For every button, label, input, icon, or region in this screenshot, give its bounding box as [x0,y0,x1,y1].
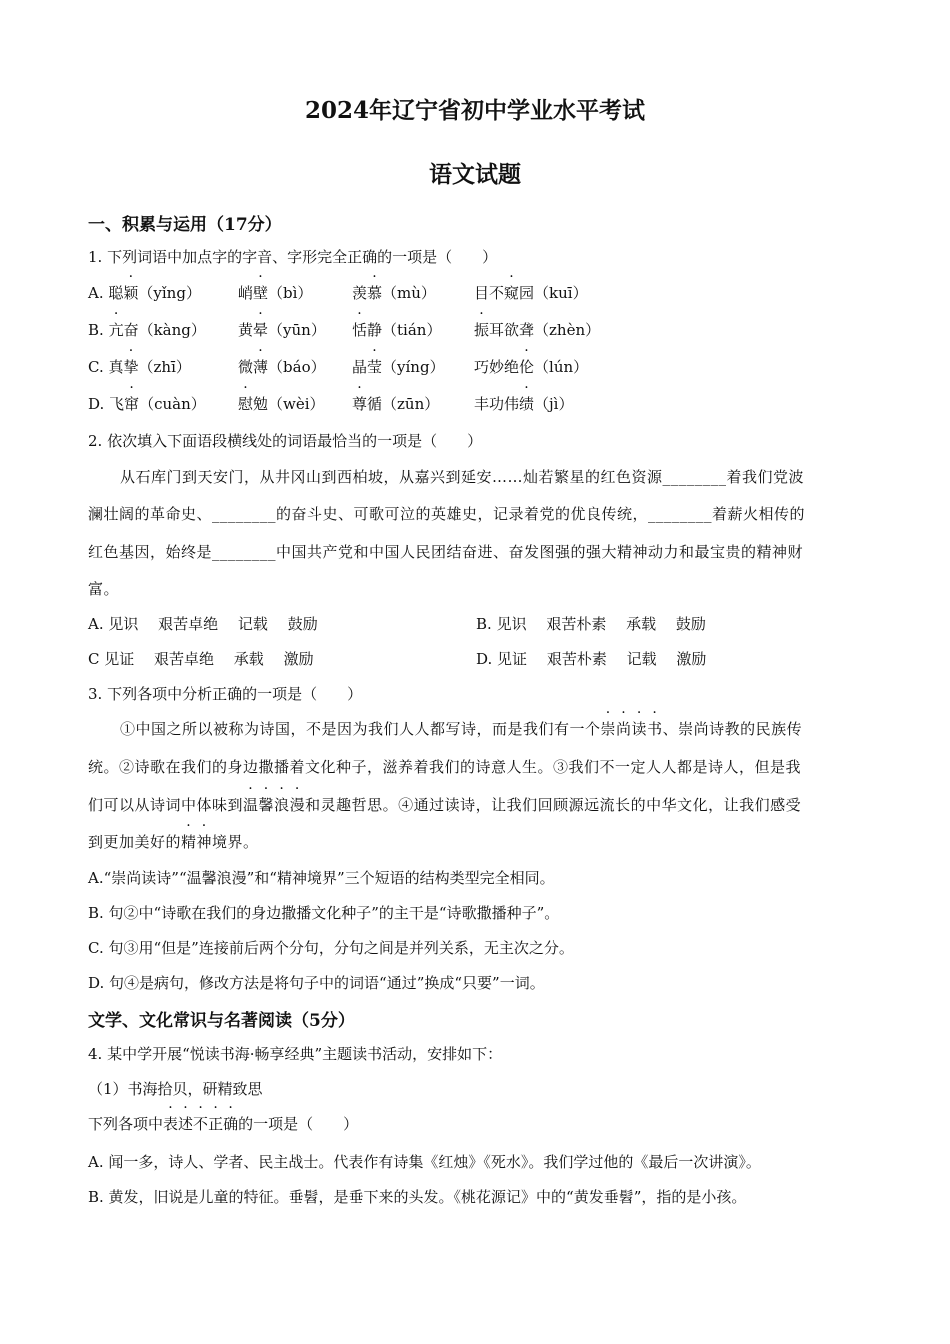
q2-option-b [476,613,706,634]
dotted-char: 莹 [367,358,383,376]
dotted-char: 温 [243,796,259,814]
q3-option: A.“崇尚读诗”“温馨浪漫”和“精神境界”三个短语的结构类型完全相同。 [88,869,555,887]
dotted-char: 表 [163,1115,179,1133]
dotted-char: 慰 [238,395,254,413]
dotted-char: 晕 [253,321,269,339]
dotted-char: 窜 [124,395,140,413]
q2-para-line: 澜壮阔的革命史、________的奋斗史、可歌可泣的英雄史，记录着党的优良传统，________着薪火相传的 [88,505,806,523]
text-span: 园（kuī） [519,284,588,302]
q3-option: D. 句④是病句，修改方法是将句子中的词语“通过”换成“只要”一词。 [88,974,545,992]
section2-heading: 文学、文化常识与名著阅读（5分） [88,1011,355,1031]
text-span: 巧妙绝 [474,358,520,376]
option-text: 见识 艰苦朴素 承载 鼓励 [496,615,706,633]
dotted-char: 挚 [123,358,139,376]
q1-option-item [88,356,191,377]
text-span: 和灵趣哲思。④通过读诗，让我们回顾源远流长的中华文化，让我们感受 [305,796,802,814]
text-span: 目不 [474,284,505,302]
dotted-char: 书 [647,720,663,738]
q1-option-item [88,319,206,340]
q1-stem: 1. 下列词语中加点字的字音、字形完全正确的一项是（ ） [88,248,498,266]
q1-option-item [352,282,436,303]
q4-sub-stem [88,1113,358,1134]
text-span: 飞 [109,395,125,413]
q4-subheading: （1）书海拾贝，研精致思 [88,1080,263,1098]
dotted-text [601,720,663,738]
dotted-char: 窥 [504,284,520,302]
q4-stem: 4. 某中学开展“悦读书海·畅享经典”主题读书活动，安排如下： [88,1045,503,1063]
option-text: 见证 艰苦朴素 记载 激励 [497,650,707,668]
text-span: （yíng） [382,358,445,376]
dotted-char: 神 [196,833,213,851]
q1-option-item [352,356,445,377]
text-span: 到更加美好的 [88,833,182,851]
dotted-text [181,833,212,851]
option-label: A. [88,284,109,302]
option-label: C. [88,358,109,376]
option-label: C [88,650,100,668]
dotted-text [243,796,305,814]
q1-option-item [352,393,439,414]
q1-option-item [474,393,573,414]
dotted-char: 浪 [274,796,290,814]
text-span: 晶 [352,358,368,376]
text-span: 境界。 [212,833,259,851]
q3-para-line: 统。②诗歌在我们的身边撒播着文化种子，滋养着我们的诗意人生。③我们不一定人人都是诗人，但是我 [88,758,802,776]
dotted-char: 馨 [258,796,275,814]
dotted-char: 壁 [253,284,269,302]
q3-stem: 3. 下列各项中分析正确的一项是（ ） [88,685,363,703]
text-span: 聪 [108,284,124,302]
text-span: 奋（kàng） [123,321,206,339]
option-label: A. [88,615,104,633]
q1-option-item [238,393,325,414]
q2-option-a [88,613,318,634]
q1-option-item [88,393,206,414]
page-subtitle: 语文试题 [429,161,521,188]
q3-option: C. 句③用“但是”连接前后两个分句，分句之间是并列关系，无主次之分。 [88,939,574,957]
dotted-char: 不 [193,1115,209,1133]
dotted-char: 漫 [289,796,306,814]
dotted-char: 伦 [519,358,535,376]
text-span: （jì） [534,395,574,413]
dotted-char: 正 [208,1115,224,1133]
text-span: （báo） [268,358,326,376]
text-span: （lún） [534,358,589,376]
q2-para-line: 从石库门到天安门，从井冈山到西柏坡，从嘉兴到延安……灿若繁星的红色资源________着我们党波 [120,468,805,486]
q1-option-item [88,282,201,303]
q1-option-item [238,319,326,340]
dotted-char: 崇 [600,720,617,738]
q2-option-c [88,648,314,669]
dotted-char: 确 [223,1115,239,1133]
option-label: D. [88,395,110,413]
q1-option-item [474,319,600,340]
dotted-char: 恬 [352,321,368,339]
q1-option-item [238,282,312,303]
dotted-char: 慕 [367,284,383,302]
section1-heading: 一、积累与运用（17分） [88,215,282,235]
text-span: ①中国之所以被称为诗国，不是因为我们人人都写诗，而是我们有一个 [120,720,601,738]
text-span: （zhī） [138,358,191,376]
text-span: 静（tián） [367,321,442,339]
q2-para-line: 红色基因，始终是________中国共产党和中国人民团结奋进、奋发图强的强大精神动力和最宝贵的精神财 [88,543,804,561]
text-span: 们可以从诗词中体味到 [88,796,244,814]
option-label: B. [476,615,492,633]
text-span: （cuàn） [139,395,206,413]
dotted-char: 读 [631,720,648,738]
dotted-char: 精 [181,833,197,851]
text-span: （mù） [382,284,436,302]
text-span: 下列各项中 [88,1115,164,1133]
option-text: 见证 艰苦卓绝 承载 激励 [104,650,314,668]
q1-option-item [474,356,588,377]
q2-stem: 2. 依次填入下面语段横线处的词语最恰当的一项是（ ） [88,432,483,450]
text-span: 真 [108,358,124,376]
text-span: 的一项是（ ） [238,1115,359,1133]
dotted-char: 亢 [108,321,124,339]
text-span: 峭 [238,284,254,302]
dotted-char: 尊 [352,395,368,413]
option-text: 见识 艰苦卓绝 记载 鼓励 [108,615,318,633]
text-span: （bì） [268,284,313,302]
dotted-char: 绩 [519,395,535,413]
text-span: 、崇尚诗教的民族传 [662,720,803,738]
dotted-char: 振 [474,321,490,339]
text-span: 循（zūn） [367,395,440,413]
text-span: 黄 [238,321,254,339]
text-span: （yǐng） [138,284,201,302]
dotted-char: 颖 [123,284,139,302]
text-span: 耳欲聋（zhèn） [489,321,601,339]
page-title: 2024年辽宁省初中学业水平考试 [304,97,645,124]
q2-option-d [476,648,706,669]
q4-option: B. 黄发，旧说是儿童的特征。垂髫，是垂下来的头发。《桃花源记》中的“黄发垂髫”，指的是小孩。 [88,1188,747,1206]
dotted-char: 尚 [616,720,632,738]
q1-option-item [474,282,588,303]
q3-option: B. 句②中“诗歌在我们的身边撒播文化种子”的主干是“诗歌撒播种子”。 [88,904,560,922]
text-span: （yūn） [268,321,326,339]
q3-para-line [88,831,259,852]
text-span: 微 [238,358,254,376]
q3-para-line [88,794,801,815]
dotted-text [163,1115,238,1133]
text-span: 勉（wèi） [253,395,325,413]
dotted-char: 薄 [253,358,269,376]
option-label: B. [88,321,109,339]
dotted-char: 述 [178,1115,194,1133]
text-span: 丰功伟 [474,395,520,413]
q4-option: A. 闻一多，诗人、学者、民主战士。代表作有诗集《红烛》《死水》。我们学过他的《最后一次讲演》。 [88,1153,761,1171]
q3-para-line [120,718,802,739]
option-label: D. [476,650,493,668]
q2-para-line: 富。 [88,580,120,598]
q1-option-item [238,356,326,377]
text-span: 羡 [352,284,368,302]
q1-option-item [352,319,441,340]
